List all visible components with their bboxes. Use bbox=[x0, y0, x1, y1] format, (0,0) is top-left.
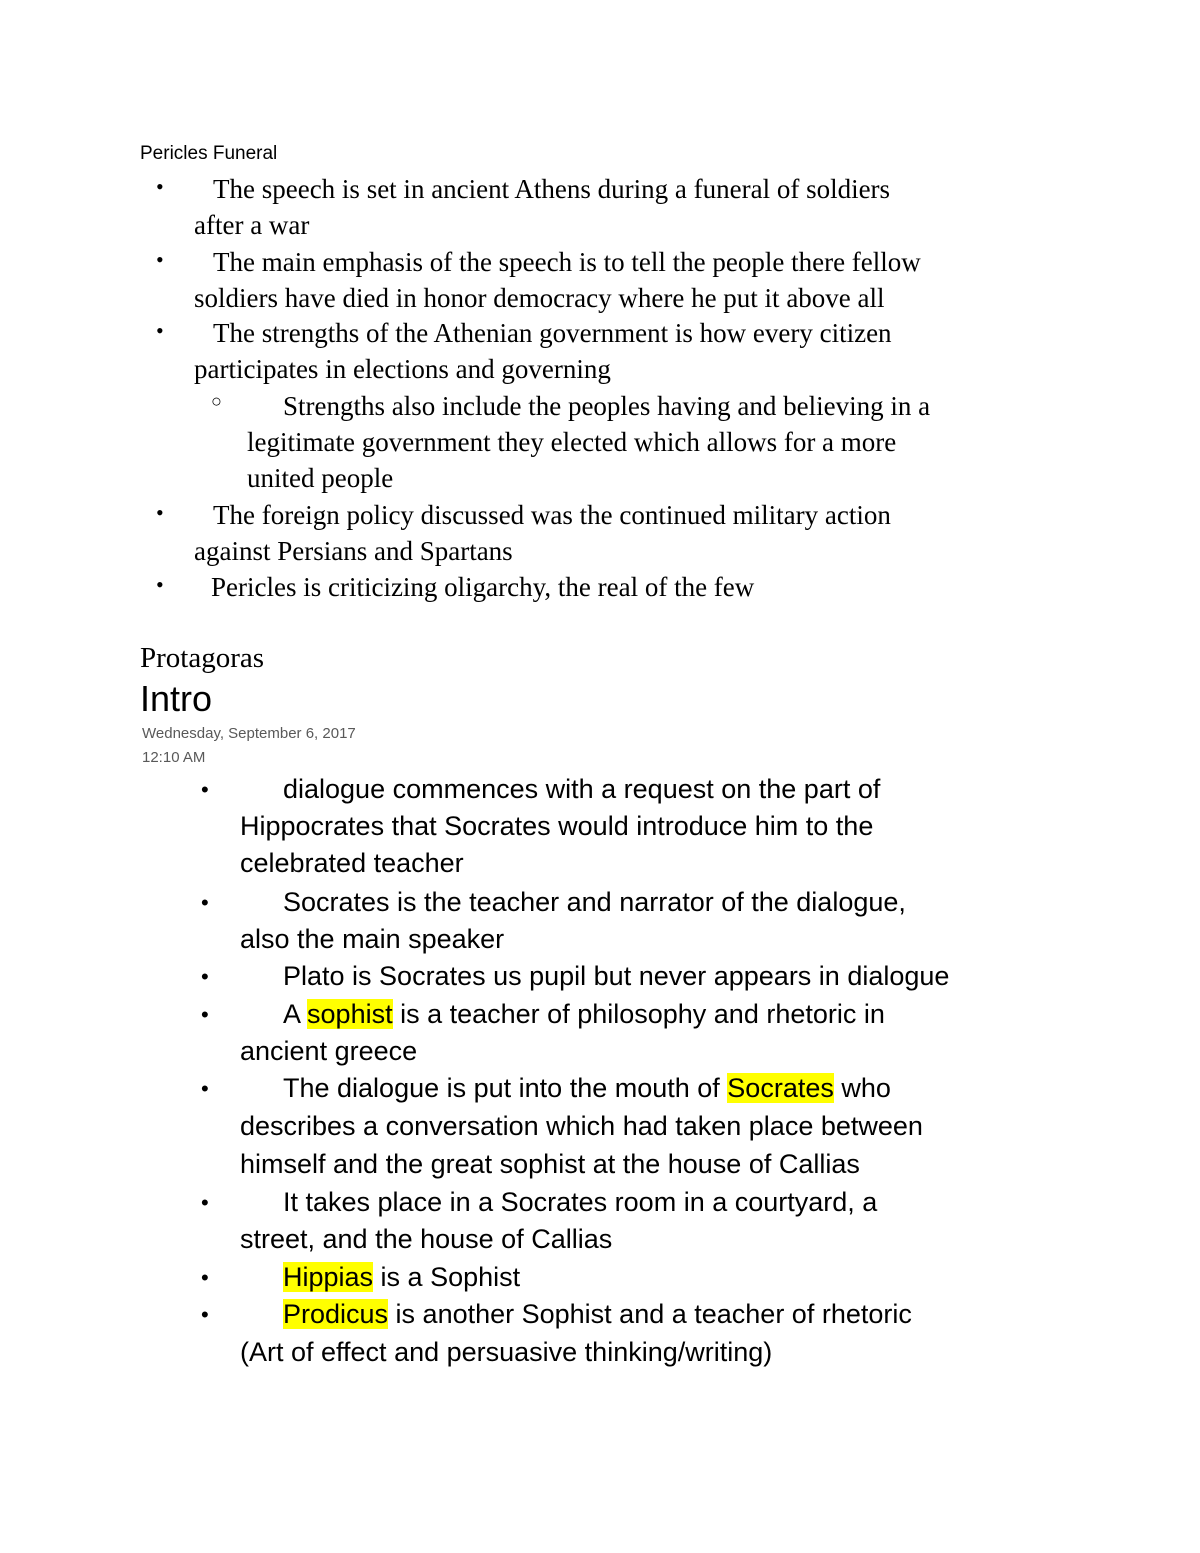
bullet-icon: • bbox=[201, 890, 209, 915]
bullet-icon: • bbox=[201, 1265, 209, 1290]
protagoras-item-1-line-2: Hippocrates that Socrates would introduce him to the bbox=[240, 811, 874, 841]
protagoras-item-6-line-1: It takes place in a Socrates room in a courtyard, a bbox=[283, 1187, 878, 1217]
protagoras-heading: Protagoras bbox=[140, 642, 265, 674]
sub-bullet-icon: ○ bbox=[211, 391, 222, 411]
protagoras-item-3-line-1: Plato is Socrates us pupil but never appears in dialogue bbox=[283, 961, 950, 991]
pericles-heading: Pericles Funeral bbox=[140, 143, 278, 164]
protagoras-item-4-line-1: A sophist is a teacher of philosophy and rhetoric in bbox=[283, 999, 885, 1029]
protagoras-item-5-line-2: describes a conversation which had taken place between bbox=[240, 1111, 923, 1141]
bullet-icon: • bbox=[201, 1302, 209, 1327]
protagoras-item-5-line-3: himself and the great sophist at the house of Callias bbox=[240, 1149, 860, 1179]
protagoras-item-5-line-1: The dialogue is put into the mouth of Socrates who bbox=[283, 1073, 891, 1103]
protagoras-item-1-line-1: dialogue commences with a request on the part of bbox=[283, 774, 881, 804]
highlighted-term: Prodicus bbox=[283, 1299, 389, 1329]
bullet-icon: • bbox=[201, 777, 209, 802]
protagoras-item-7-line-1: Hippias is a Sophist bbox=[283, 1262, 521, 1292]
page-title: Intro bbox=[140, 678, 213, 719]
protagoras-item-6-line-2: street, and the house of Callias bbox=[240, 1224, 613, 1254]
protagoras-item-2-line-2: also the main speaker bbox=[240, 924, 505, 954]
highlighted-term: sophist bbox=[307, 999, 393, 1029]
bullet-icon: • bbox=[201, 1190, 209, 1215]
pericles-item-5-line-1: Pericles is criticizing oligarchy, the real of the few bbox=[211, 572, 755, 602]
bullet-icon: • bbox=[201, 964, 209, 989]
bullet-icon: • bbox=[201, 1002, 209, 1027]
highlighted-term: Socrates bbox=[727, 1073, 834, 1103]
protagoras-item-8-line-1: Prodicus is another Sophist and a teacher of rhetoric bbox=[283, 1299, 912, 1329]
pericles-item-2-line-1: The main emphasis of the speech is to tell the people there fellow bbox=[213, 247, 921, 277]
pericles-item-1-line-2: after a war bbox=[194, 210, 310, 240]
pericles-item-1-line-1: The speech is set in ancient Athens during a funeral of soldiers bbox=[213, 174, 891, 204]
protagoras-item-2-line-1: Socrates is the teacher and narrator of the dialogue, bbox=[283, 887, 906, 917]
pericles-subitem-line-3: united people bbox=[247, 463, 394, 493]
pericles-item-3-line-1: The strengths of the Athenian government is how every citizen bbox=[213, 318, 892, 348]
note-date: Wednesday, September 6, 2017 bbox=[142, 725, 356, 742]
bullet-icon: • bbox=[156, 174, 164, 199]
pericles-subitem-line-1: Strengths also include the peoples having and believing in a bbox=[283, 391, 931, 421]
protagoras-item-1-line-3: celebrated teacher bbox=[240, 848, 464, 878]
pericles-item-4-line-1: The foreign policy discussed was the continued military action bbox=[213, 500, 891, 530]
highlighted-term: Hippias bbox=[283, 1262, 374, 1292]
pericles-item-3-line-2: participates in elections and governing bbox=[194, 354, 611, 384]
pericles-item-4-line-2: against Persians and Spartans bbox=[194, 536, 513, 566]
bullet-icon: • bbox=[201, 1076, 209, 1101]
pericles-subitem-line-2: legitimate government they elected which allows for a more bbox=[247, 427, 897, 457]
bullet-icon: • bbox=[156, 318, 164, 343]
protagoras-item-4-line-2: ancient greece bbox=[240, 1036, 418, 1066]
protagoras-item-8-line-2: (Art of effect and persuasive thinking/writing) bbox=[240, 1337, 773, 1367]
pericles-item-2-line-2: soldiers have died in honor democracy where he put it above all bbox=[194, 283, 885, 313]
bullet-icon: • bbox=[156, 247, 164, 272]
bullet-icon: • bbox=[156, 500, 164, 525]
note-time: 12:10 AM bbox=[142, 749, 206, 766]
bullet-icon: • bbox=[156, 572, 164, 597]
